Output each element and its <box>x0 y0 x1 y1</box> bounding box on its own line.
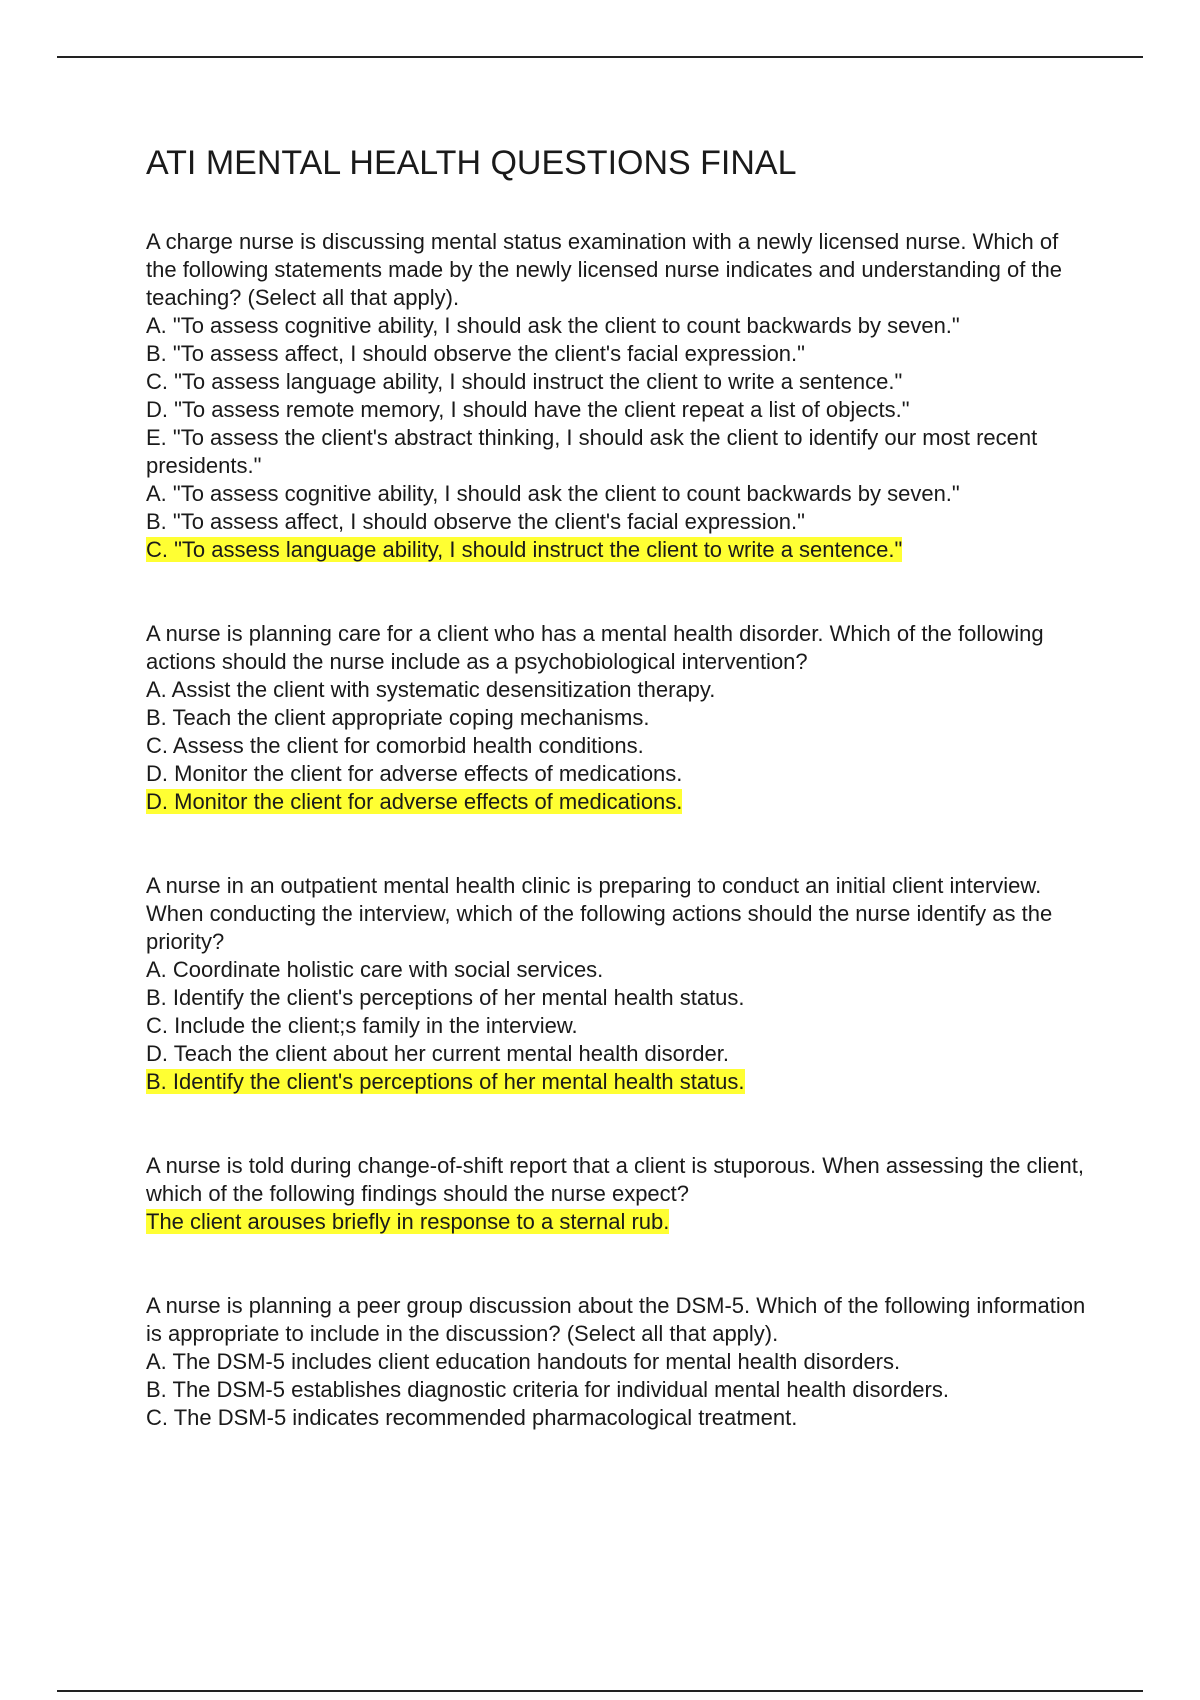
question-5 <box>146 1292 1086 1432</box>
question-stem: A nurse is planning a peer group discussion about the DSM-5. Which of the following information is appropriate to include in the discussion? (Select all that apply). <box>146 1293 1086 1346</box>
answer-highlight: B. Identify the client's perceptions of her mental health status. <box>146 1069 745 1094</box>
question-stem: A charge nurse is discussing mental status examination with a newly licensed nurse. Which of the following statements made by the newly licensed nurse indicates and understanding of the teaching? (Select all that apply). <box>146 229 1063 310</box>
question-stem: A nurse is told during change-of-shift report that a client is stuporous. When assessing the client, which of the following findings should the nurse expect? <box>146 1153 1084 1206</box>
page-title: ATI MENTAL HEALTH QUESTIONS FINAL <box>146 144 797 182</box>
answer-option: A. "To assess cognitive ability, I should ask the client to count backwards by seven." <box>146 313 960 338</box>
answer-option: C. The DSM-5 indicates recommended pharmacological treatment. <box>146 1405 798 1430</box>
answer-highlight: The client arouses briefly in response to a sternal rub. <box>146 1209 670 1234</box>
answer-option: B. Identify the client's perceptions of her mental health status. <box>146 985 745 1010</box>
answer-option: B. The DSM-5 establishes diagnostic criteria for individual mental health disorders. <box>146 1377 949 1402</box>
question-stem: A nurse in an outpatient mental health clinic is preparing to conduct an initial client interview. When conducting the interview, which of the following actions should the nurse identify as the priority? <box>146 873 1053 954</box>
answer-option: D. Teach the client about her current mental health disorder. <box>146 1041 729 1066</box>
highlighted-answer <box>146 1068 1086 1096</box>
answer-option: D. Monitor the client for adverse effects of medications. <box>146 761 683 786</box>
question-4 <box>146 1152 1086 1236</box>
highlighted-answer <box>146 1208 1086 1236</box>
answer-option: D. "To assess remote memory, I should have the client repeat a list of objects." <box>146 397 910 422</box>
question-1 <box>146 228 1086 564</box>
question-3 <box>146 872 1086 1096</box>
answer-option: A. The DSM-5 includes client education handouts for mental health disorders. <box>146 1349 901 1374</box>
question-list <box>146 228 1086 1432</box>
answer-option: C. Include the client;s family in the interview. <box>146 1013 578 1038</box>
answer-highlight: C. "To assess language ability, I should instruct the client to write a sentence." <box>146 537 903 562</box>
question-2 <box>146 620 1086 816</box>
answer-option: A. "To assess cognitive ability, I should ask the client to count backwards by seven." <box>146 481 960 506</box>
answer-option: C. Assess the client for comorbid health conditions. <box>146 733 644 758</box>
answer-option: A. Coordinate holistic care with social services. <box>146 957 604 982</box>
highlighted-answer <box>146 788 1086 816</box>
highlighted-answer <box>146 536 1086 564</box>
bottom-rule <box>57 1690 1143 1692</box>
top-rule <box>57 56 1143 58</box>
question-stem: A nurse is planning care for a client who has a mental health disorder. Which of the following actions should the nurse include as a psychobiological intervention? <box>146 621 1044 674</box>
answer-option: C. "To assess language ability, I should instruct the client to write a sentence." <box>146 369 903 394</box>
answer-option: A. Assist the client with systematic desensitization therapy. <box>146 677 716 702</box>
answer-highlight: D. Monitor the client for adverse effects of medications. <box>146 789 683 814</box>
answer-option: B. "To assess affect, I should observe the client's facial expression." <box>146 509 805 534</box>
answer-option: B. Teach the client appropriate coping mechanisms. <box>146 705 650 730</box>
answer-option: B. "To assess affect, I should observe the client's facial expression." <box>146 341 805 366</box>
answer-option: E. "To assess the client's abstract thinking, I should ask the client to identify our most recent presidents." <box>146 425 1038 478</box>
